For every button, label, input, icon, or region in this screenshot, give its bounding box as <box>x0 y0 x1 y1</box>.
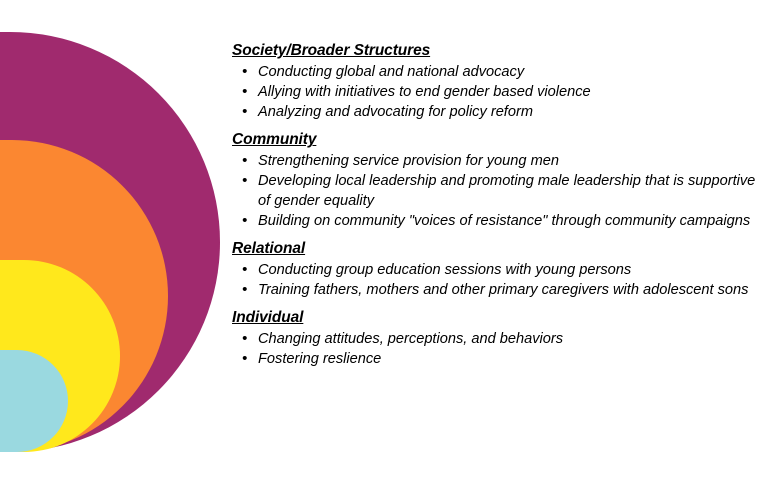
list-item: • Training fathers, mothers and other primary caregivers with adolescent sons <box>232 281 760 300</box>
level-group-society <box>232 42 760 122</box>
level-group-individual <box>232 309 760 369</box>
level-title-relational: Relational <box>232 239 306 257</box>
level-title-society: Society/Broader Structures <box>232 42 431 59</box>
level-items-society <box>232 63 760 122</box>
list-item: • Allying with initiatives to end gender based violence <box>232 83 760 102</box>
level-group-relational <box>232 240 760 300</box>
level-items-relational <box>232 261 760 300</box>
level-title-community: Community <box>232 131 317 149</box>
concentric-rings-graphic <box>0 0 230 488</box>
list-item: • Analyzing and advocating for policy reform <box>232 103 760 122</box>
list-item: • Changing attitudes, perceptions, and behaviors <box>232 330 760 349</box>
level-group-community <box>232 131 760 230</box>
level-descriptions <box>232 42 760 378</box>
list-item: • Conducting global and national advocacy <box>232 63 760 82</box>
level-items-individual <box>232 330 760 369</box>
level-title-individual: Individual <box>232 308 304 326</box>
level-items-community <box>232 152 760 230</box>
list-item: • Developing local leadership and promoting male leadership that is supportive of gender equality <box>232 172 760 210</box>
list-item: • Building on community "voices of resistance" through community campaigns <box>232 212 760 231</box>
list-item: • Fostering reslience <box>232 350 760 369</box>
list-item: • Strengthening service provision for young men <box>232 152 760 171</box>
list-item: • Conducting group education sessions with young persons <box>232 261 760 280</box>
